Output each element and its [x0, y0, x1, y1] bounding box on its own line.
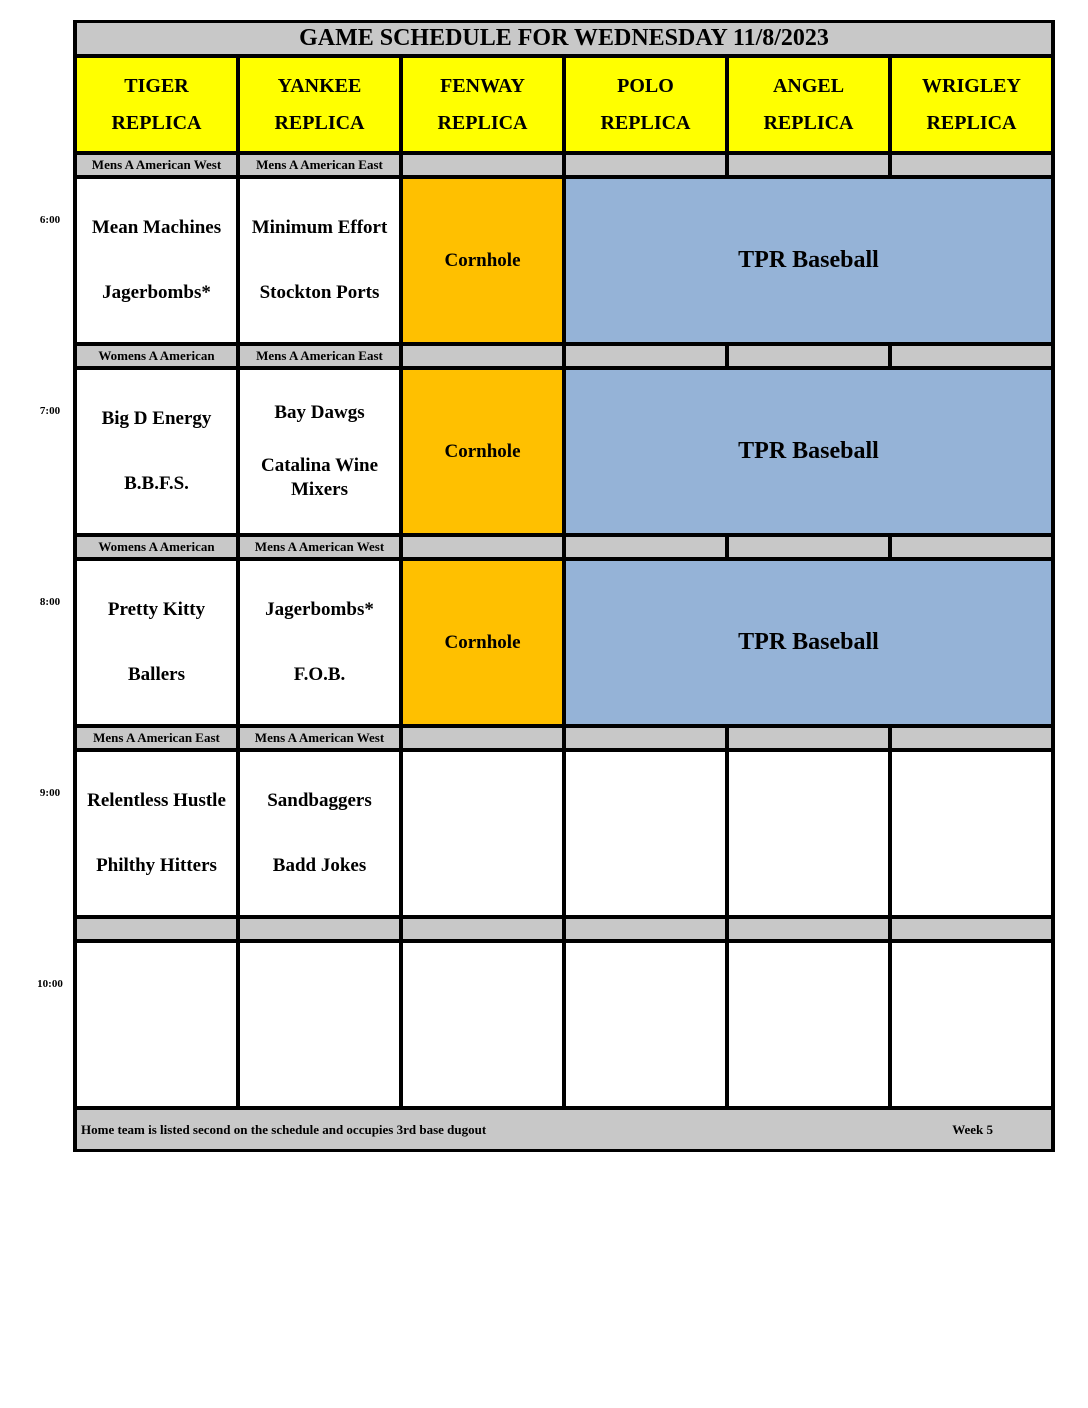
empty-cell — [403, 943, 562, 1106]
footer-bar — [77, 1110, 1051, 1149]
home-team: Ballers — [128, 664, 185, 686]
field-type: REPLICA — [600, 111, 691, 134]
empty-cell — [403, 752, 562, 915]
home-team: Catalina Wine Mixers — [260, 455, 378, 501]
field-name: POLO — [617, 74, 674, 97]
week-label: Week 5 — [952, 1121, 993, 1137]
field-type: REPLICA — [926, 111, 1017, 134]
division-blank — [729, 537, 888, 557]
away-team: Relentless Hustle — [87, 789, 226, 811]
division-label: Womens A American — [77, 537, 236, 557]
schedule-sheet — [73, 20, 1055, 1152]
cornhole-block: Cornhole — [403, 561, 562, 724]
tpr-baseball-block: TPR Baseball — [566, 370, 1051, 533]
division-blank — [240, 919, 399, 939]
game-cell — [77, 179, 236, 342]
division-blank — [729, 155, 888, 175]
division-label: Mens A American East — [77, 728, 236, 748]
field-type: REPLICA — [763, 111, 854, 134]
field-type: REPLICA — [274, 111, 365, 134]
division-label: Mens A American East — [240, 155, 399, 175]
division-blank — [403, 919, 562, 939]
field-header-yankee — [240, 58, 399, 151]
division-blank — [892, 346, 1051, 366]
time-label: 7:00 — [39, 405, 61, 417]
home-team: B.B.F.S. — [124, 473, 189, 495]
away-team: Bay Dawgs — [274, 401, 365, 423]
division-blank — [403, 537, 562, 557]
home-team: Stockton Ports — [259, 282, 380, 304]
empty-cell — [729, 752, 888, 915]
division-blank — [566, 537, 725, 557]
cornhole-block: Cornhole — [403, 179, 562, 342]
empty-cell — [240, 943, 399, 1106]
field-name: FENWAY — [440, 74, 525, 97]
empty-cell — [566, 943, 725, 1106]
away-team: Pretty Kitty — [107, 598, 206, 620]
game-cell — [240, 752, 399, 915]
division-blank — [892, 537, 1051, 557]
empty-cell — [729, 943, 888, 1106]
field-header-wrigley — [892, 58, 1051, 151]
division-label: Mens A American East — [240, 346, 399, 366]
division-label: Mens A American West — [240, 728, 399, 748]
field-name: WRIGLEY — [922, 74, 1021, 97]
game-cell — [77, 752, 236, 915]
cornhole-block: Cornhole — [403, 370, 562, 533]
away-team: Big D Energy — [101, 407, 212, 429]
division-label: Mens A American West — [240, 537, 399, 557]
division-blank — [729, 919, 888, 939]
field-name: YANKEE — [277, 74, 362, 97]
division-blank — [729, 346, 888, 366]
footer-note: Home team is listed second on the schedule and occupies 3rd base dugout — [81, 1121, 487, 1137]
division-blank — [892, 919, 1051, 939]
field-header-fenway — [403, 58, 562, 151]
game-cell — [240, 370, 399, 533]
division-label: Womens A American — [77, 346, 236, 366]
field-name: TIGER — [124, 74, 189, 97]
time-label: 10:00 — [37, 978, 63, 990]
game-cell — [240, 561, 399, 724]
division-blank — [566, 155, 725, 175]
division-blank — [403, 728, 562, 748]
division-blank — [77, 919, 236, 939]
tpr-baseball-block: TPR Baseball — [566, 561, 1051, 724]
division-blank — [892, 728, 1051, 748]
time-label: 8:00 — [39, 596, 61, 608]
home-team: Philthy Hitters — [96, 855, 217, 877]
division-label: Mens A American West — [77, 155, 236, 175]
empty-cell — [566, 752, 725, 915]
field-header-angel — [729, 58, 888, 151]
home-team: Badd Jokes — [272, 855, 367, 877]
time-label: 6:00 — [39, 214, 61, 226]
empty-cell — [77, 943, 236, 1106]
field-header-tiger — [77, 58, 236, 151]
game-cell — [77, 561, 236, 724]
division-blank — [566, 728, 725, 748]
tpr-baseball-block: TPR Baseball — [566, 179, 1051, 342]
game-cell — [77, 370, 236, 533]
empty-cell — [892, 752, 1051, 915]
home-team: F.O.B. — [293, 664, 346, 686]
field-type: REPLICA — [111, 111, 202, 134]
game-cell — [240, 179, 399, 342]
division-blank — [729, 728, 888, 748]
field-header-polo — [566, 58, 725, 151]
division-blank — [566, 919, 725, 939]
empty-cell — [892, 943, 1051, 1106]
division-blank — [403, 155, 562, 175]
away-team: Sandbaggers — [267, 789, 372, 811]
home-team: Jagerbombs* — [102, 282, 211, 304]
division-blank — [566, 346, 725, 366]
away-team: Mean Machines — [91, 216, 222, 238]
field-type: REPLICA — [437, 111, 528, 134]
division-blank — [403, 346, 562, 366]
time-label: 9:00 — [39, 787, 61, 799]
field-name: ANGEL — [772, 74, 845, 97]
page-title: GAME SCHEDULE FOR WEDNESDAY 11/8/2023 — [77, 23, 1051, 54]
division-blank — [892, 155, 1051, 175]
away-team: Minimum Effort — [251, 216, 388, 238]
away-team: Jagerbombs* — [265, 598, 374, 620]
